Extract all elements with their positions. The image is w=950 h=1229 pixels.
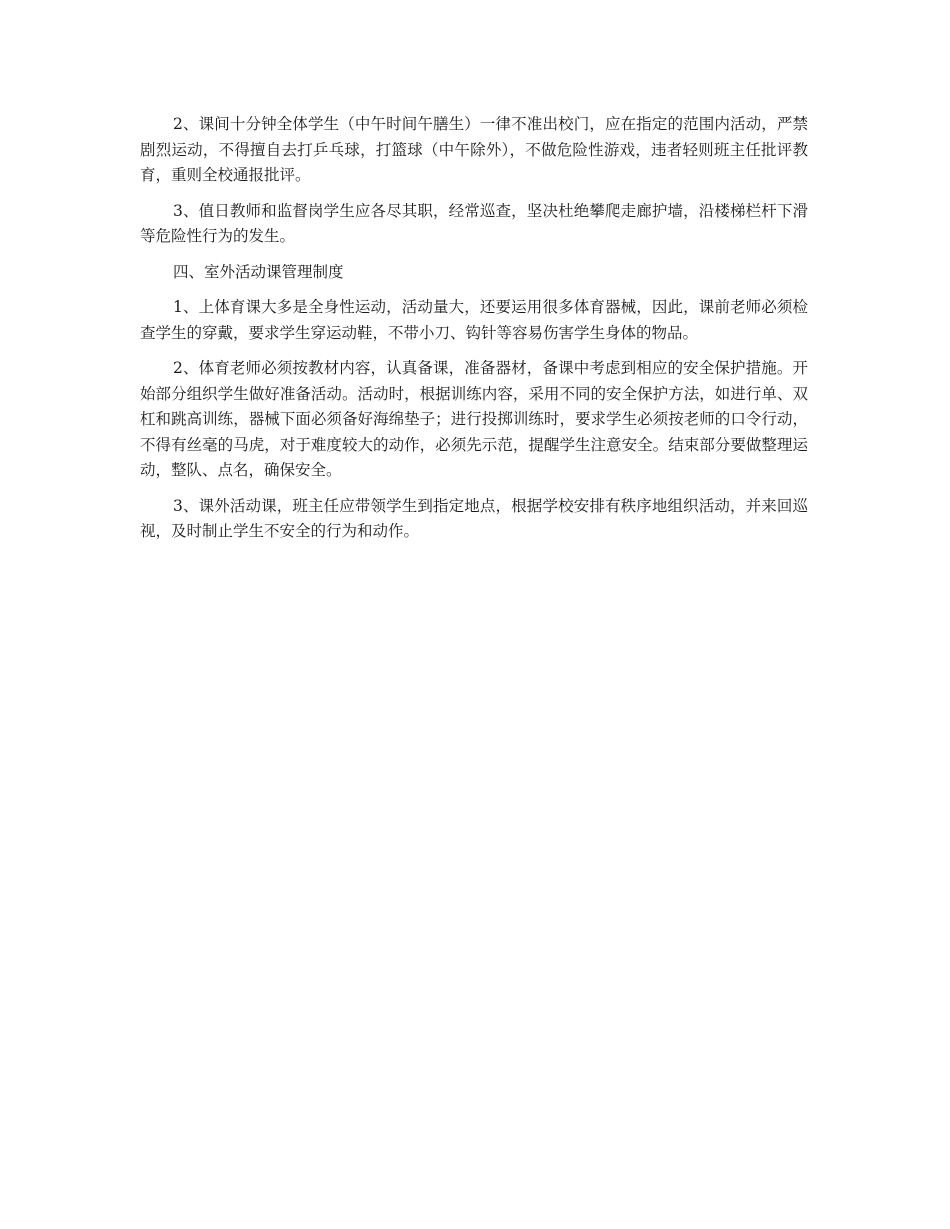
document-body	[140, 112, 808, 555]
paragraph-break-rules: 2、课间十分钟全体学生（中午时间午膳生）一律不准出校门，应在指定的范围内活动，严禁剧烈运动，不得擅自去打乒乓球，打篮球（中午除外），不做危险性游戏，违者轻则班主任批评教育，重则全校通报批评。	[140, 115, 808, 184]
paragraph-duty-teachers: 3、值日教师和监督岗学生应各尽其职，经常巡查，坚决杜绝攀爬走廊护墙，沿楼梯栏杆下滑等危险性行为的发生。	[140, 201, 808, 245]
paragraph-pe-teacher-preparation: 2、体育老师必须按教材内容，认真备课，准备器材，备课中考虑到相应的安全保护措施。开始部分组织学生做好准备活动。活动时，根据训练内容，采用不同的安全保护方法，如进行单、双杠和跳高训练，器械下面必须备好海绵垫子；进行投掷训练时，要求学生必须按老师的口令行动，不得有丝毫的马虎，对于难度较大的动作，必须先示范，提醒学生注意安全。结束部分要做整理运动，整队、点名，确保安全。	[140, 359, 808, 479]
paragraph-pe-class-attire: 1、上体育课大多是全身性运动，活动量大，还要运用很多体育器械，因此，课前老师必须检查学生的穿戴，要求学生穿运动鞋，不带小刀、钩针等容易伤害学生身体的物品。	[140, 298, 808, 342]
section-heading-outdoor-activity: 四、室外活动课管理制度	[173, 262, 344, 281]
paragraph-extracurricular-activity: 3、课外活动课，班主任应带领学生到指定地点，根据学校安排有秩序地组织活动，并来回巡视，及时制止学生不安全的行为和动作。	[140, 496, 808, 540]
